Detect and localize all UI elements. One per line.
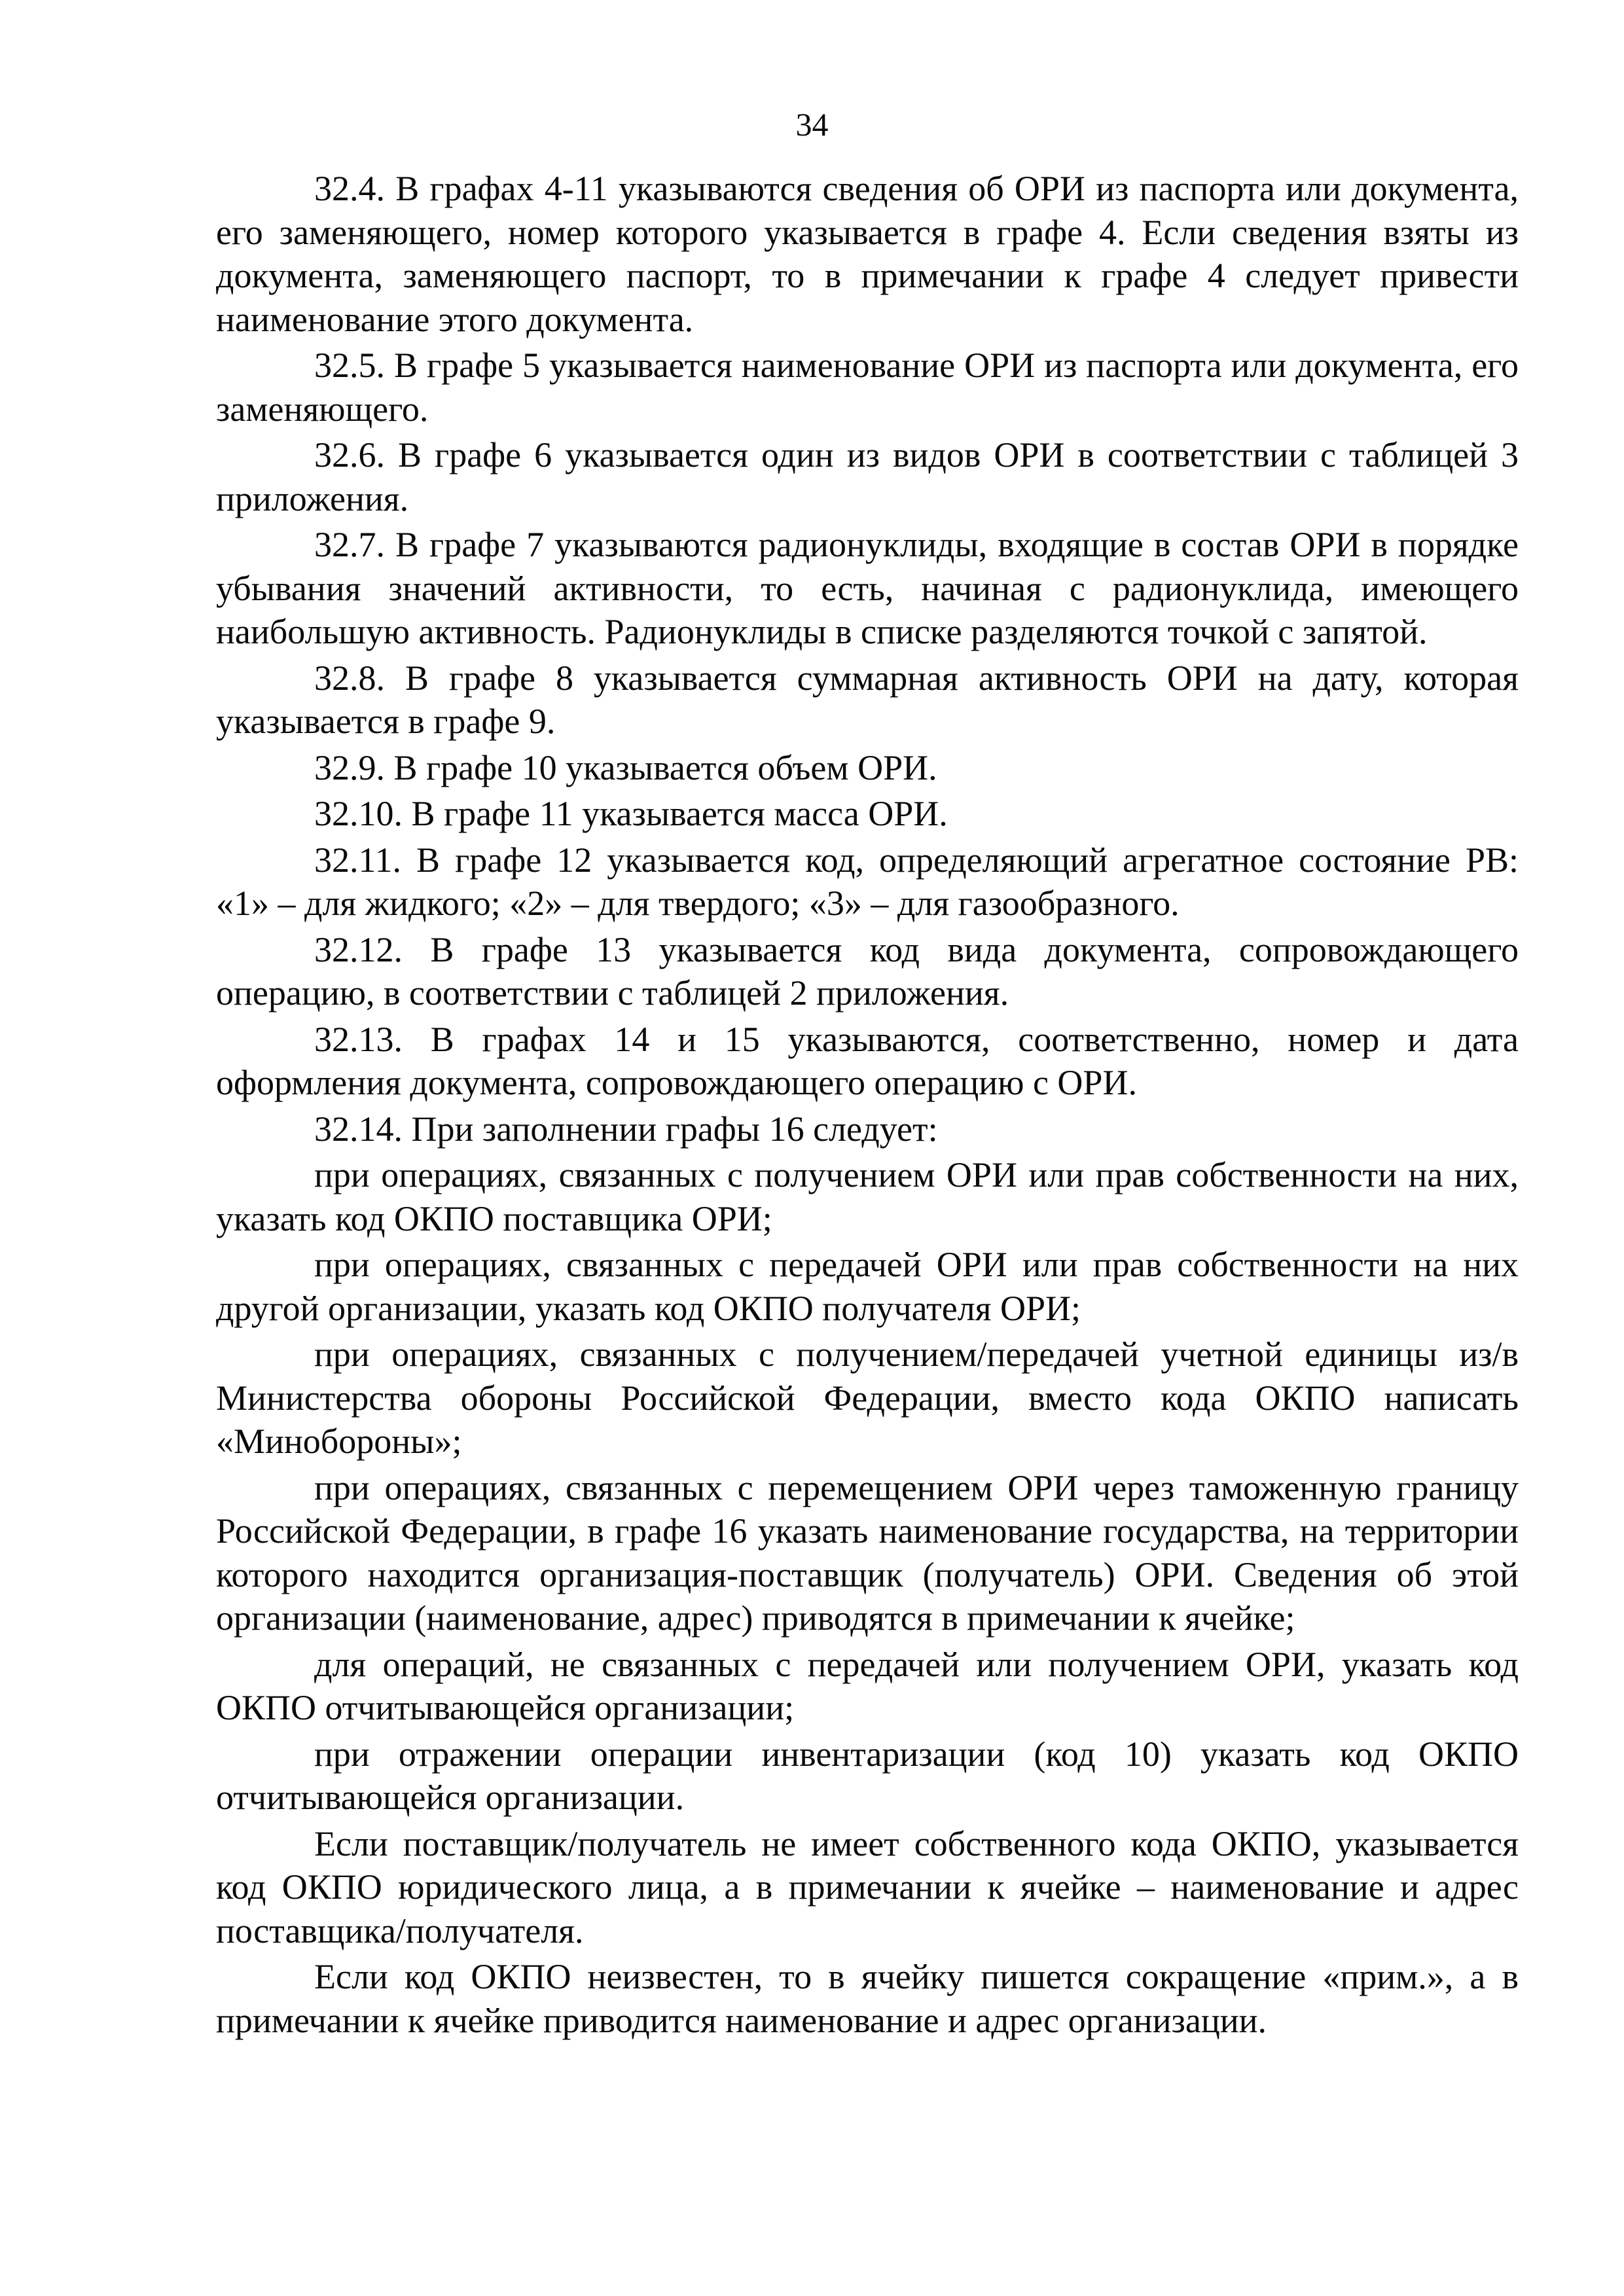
paragraph-32-6: 32.6. В графе 6 указывается один из видов ОРИ в соответствии с таблицей 3 приложения.	[216, 435, 1519, 518]
paragraph-32-13: 32.13. В графах 14 и 15 указываются, соответственно, номер и дата оформления документа, сопровождающего операцию с ОРИ.	[216, 1019, 1519, 1102]
paragraph-32-5: 32.5. В графе 5 указывается наименование ОРИ из паспорта или документа, его заменяющего.	[216, 346, 1519, 429]
paragraph-32-14-inventory: при отражении операции инвентаризации (код 10) указать код ОКПО отчитывающейся организации.	[216, 1734, 1519, 1817]
paragraph-32-9: 32.9. В графе 10 указывается объем ОРИ.	[314, 747, 937, 787]
paragraph-okpo-unknown: Если код ОКПО неизвестен, то в ячейку пишется сокращение «прим.», а в примечании к ячейке приводится наименование и адрес организации.	[216, 1957, 1519, 2040]
paragraph-32-14-customs: при операциях, связанных с перемещением ОРИ через таможенную границу Российской Федерации, в графе 16 указать наименование государства, на территории которого находится организация-поставщик (получатель) ОРИ. Сведения об этой организации (наименование, адрес) приводятся в примечании к ячейке;	[216, 1467, 1519, 1638]
paragraph-32-11: 32.11. В графе 12 указывается код, определяющий агрегатное состояние РВ: «1» – для жидкого; «2» – для твердого; «3» – для газообразного.	[216, 840, 1519, 923]
paragraph-32-8: 32.8. В графе 8 указывается суммарная активность ОРИ на дату, которая указывается в графе 9.	[216, 658, 1519, 741]
paragraph-32-14-defense-ministry: при операциях, связанных с получением/передачей учетной единицы из/в Министерства обороны Российской Федерации, вместо кода ОКПО написать «Минобороны»;	[216, 1335, 1519, 1461]
paragraph-32-4: 32.4. В графах 4-11 указываются сведения об ОРИ из паспорта или документа, его заменяющего, номер которого указывается в графе 4. Если сведения взяты из документа, заменяющего паспорт, то в примечании к графе 4 следует привести наименование этого документа.	[216, 169, 1519, 339]
paragraph-okpo-missing: Если поставщик/получатель не имеет собственного кода ОКПО, указывается код ОКПО юридического лица, а в примечании к ячейке – наименование и адрес поставщика/получателя.	[216, 1823, 1519, 1950]
paragraph-32-14: 32.14. При заполнении графы 16 следует:	[314, 1109, 938, 1149]
paragraph-32-14-other-operations: для операций, не связанных с передачей или получением ОРИ, указать код ОКПО отчитывающейся организации;	[216, 1644, 1519, 1727]
paragraph-32-12: 32.12. В графе 13 указывается код вида документа, сопровождающего операцию, в соответствии с таблицей 2 приложения.	[216, 929, 1519, 1013]
document-body	[216, 167, 1519, 2045]
paragraph-32-14-transfer: при операциях, связанных с передачей ОРИ или прав собственности на них другой организации, указать код ОКПО получателя ОРИ;	[216, 1245, 1519, 1328]
paragraph-32-14-receipt: при операциях, связанных с получением ОРИ или прав собственности на них, указать код ОКПО поставщика ОРИ;	[216, 1155, 1519, 1238]
page-number: 34	[795, 106, 829, 143]
paragraph-32-7: 32.7. В графе 7 указываются радионуклиды, входящие в состав ОРИ в порядке убывания значений активности, то есть, начиная с радионуклида, имеющего наибольшую активность. Радионуклиды в списке разделяются точкой с запятой.	[216, 525, 1519, 651]
paragraph-32-10: 32.10. В графе 11 указывается масса ОРИ.	[314, 794, 948, 833]
